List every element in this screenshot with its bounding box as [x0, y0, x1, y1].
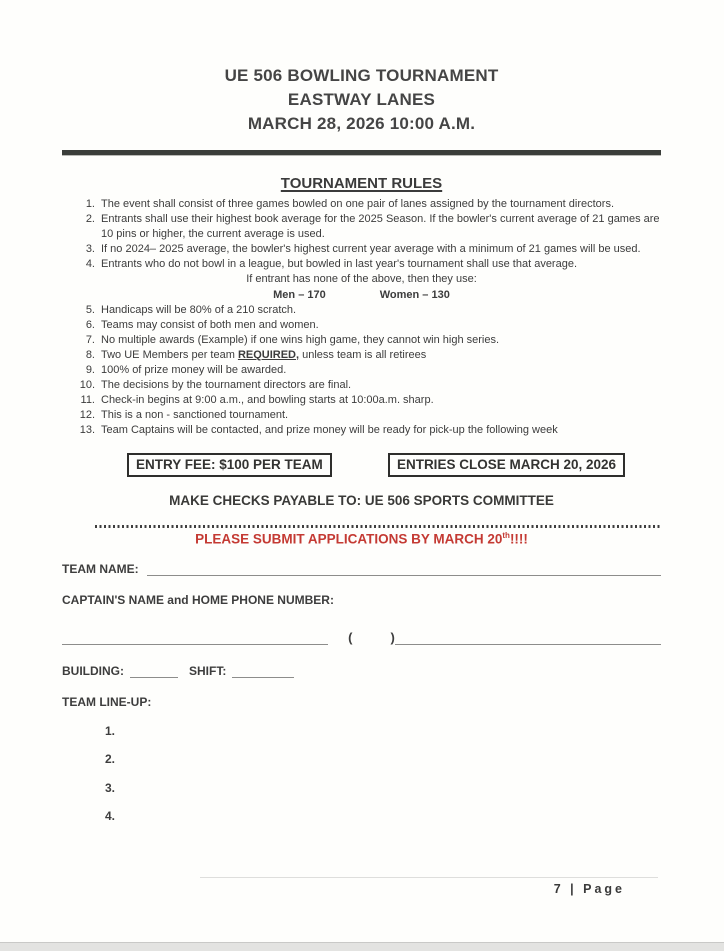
rule-text: Entrants shall use their highest book average for the 2025 Season. If the bowler's current average of 21 games are 10 pins or higher, the current average is used.: [101, 213, 660, 241]
phone-number-line[interactable]: [395, 631, 661, 645]
entry-form: [62, 562, 661, 823]
rules-list: [62, 197, 661, 439]
rule-item-11: [62, 393, 661, 408]
rule-number: 7.: [85, 333, 95, 346]
submit-notice: PLEASE SUBMIT APPLICATIONS BY MARCH 20th!!!!: [195, 530, 528, 546]
rule-text: Entrants who do not bowl in a league, but bowled in last year's tournament shall use that average.: [101, 258, 578, 271]
rule-item-6: [62, 318, 661, 333]
men-average: Men – 170: [273, 288, 326, 301]
rule-number: 4.: [85, 258, 95, 271]
rule-item-7: [62, 333, 661, 348]
rule-text: Teams may consist of both men and women.: [101, 318, 319, 331]
lineup-number: 3.: [105, 780, 116, 795]
building-label: BUILDING:: [62, 664, 124, 678]
required-emphasis: REQUIRED,: [237, 348, 300, 361]
title-line-venue: EASTWAY LANES: [287, 90, 436, 109]
rule-number: 5.: [85, 303, 95, 316]
shift-line[interactable]: [232, 664, 294, 678]
entries-close-box: ENTRIES CLOSE MARCH 20, 2026: [388, 453, 625, 477]
rule-text: 100% of prize money will be awarded.: [101, 364, 287, 377]
lineup-row-2: [62, 752, 661, 766]
rule-text: No multiple awards (Example) if one wins high game, they cannot win high series.: [101, 333, 500, 346]
rule-text: This is a non - sanctioned tournament.: [101, 409, 289, 422]
rule-number: 8.: [85, 348, 95, 361]
lineup-number: 4.: [105, 809, 116, 823]
scan-edge: [0, 942, 724, 951]
rule-number: 9.: [85, 364, 95, 377]
phone-area-open-paren: (: [348, 630, 353, 645]
women-average: Women – 130: [379, 288, 450, 301]
entry-fee-box: ENTRY FEE: $100 PER TEAM: [127, 453, 332, 477]
lineup-number: 2.: [105, 752, 116, 766]
rule-text: The decisions by the tournament directors are final.: [101, 379, 352, 392]
rule-item-8: [62, 348, 661, 363]
rule-item-9: [62, 363, 661, 378]
rule-text: Handicaps will be 80% of a 210 scratch.: [101, 303, 297, 316]
team-name-row: [62, 562, 661, 576]
rule-text: Team Captains will be contacted, and prize money will be ready for pick-up the following week: [101, 424, 558, 437]
rule-number: 3.: [85, 243, 95, 256]
lineup-row-3: [62, 781, 661, 795]
captain-name-line[interactable]: [62, 631, 328, 645]
rule-item-2: [62, 212, 661, 242]
rule4-note: If entrant has none of the above, then they use:: [246, 273, 477, 286]
building-shift-row: [62, 664, 661, 678]
rule-text: Two UE Members per team REQUIRED, unless team is all retirees: [101, 348, 427, 361]
lineup-row-4: [62, 809, 661, 823]
lineup-row-1: [62, 724, 661, 738]
footer-rule: [200, 877, 658, 878]
rule-number: 10.: [79, 379, 95, 392]
rule-number: 1.: [85, 198, 95, 210]
rule-item-12: [62, 408, 661, 423]
rule-item-4: [62, 257, 661, 272]
rule4-averages: [62, 288, 661, 303]
divider-bar: [62, 150, 661, 156]
page-number: 7 | Page: [553, 882, 625, 896]
captain-label: CAPTAIN'S NAME and HOME PHONE NUMBER:: [62, 593, 334, 607]
page-title: [62, 64, 661, 136]
title-line-event: UE 506 BOWLING TOURNAMENT: [224, 66, 499, 85]
lineup-label: TEAM LINE-UP:: [62, 695, 152, 709]
rule-number: 13.: [79, 424, 95, 437]
phone-area-close-paren: ): [390, 630, 395, 645]
team-name-label: TEAM NAME:: [62, 562, 139, 576]
rule-text: The event shall consist of three games bowled on one pair of lanes assigned by the tournament directors.: [101, 198, 615, 210]
dotted-separator: [95, 525, 661, 528]
team-name-line[interactable]: [147, 562, 661, 576]
rule-text: Check-in begins at 9:00 a.m., and bowling starts at 10:00a.m. sharp.: [101, 394, 434, 407]
rule-item-13: [62, 423, 661, 438]
rule-number: 6.: [85, 318, 95, 331]
rule-item-10: [62, 378, 661, 393]
rules-heading: TOURNAMENT RULES: [280, 175, 443, 192]
ordinal-suffix: th: [502, 530, 510, 540]
shift-label: SHIFT:: [189, 664, 227, 678]
rule-number: 11.: [80, 394, 95, 407]
captain-phone-row: [62, 630, 661, 645]
rule-item-1: [62, 197, 661, 212]
rule-number: 2.: [85, 213, 95, 226]
title-line-date: MARCH 28, 2026 10:00 A.M.: [247, 114, 476, 133]
building-line[interactable]: [130, 664, 178, 678]
rule-number: 12.: [79, 409, 95, 422]
make-checks-line: MAKE CHECKS PAYABLE TO: UE 506 SPORTS COMMITTEE: [169, 492, 554, 508]
banner-boxes-row: [62, 453, 661, 477]
rule-item-3: [62, 242, 661, 257]
lineup-number: 1.: [105, 723, 116, 738]
rule-item-5: [62, 303, 661, 318]
rule-text: If no 2024– 2025 average, the bowler's highest current year average with a minimum of 21 games will be used.: [101, 243, 641, 256]
